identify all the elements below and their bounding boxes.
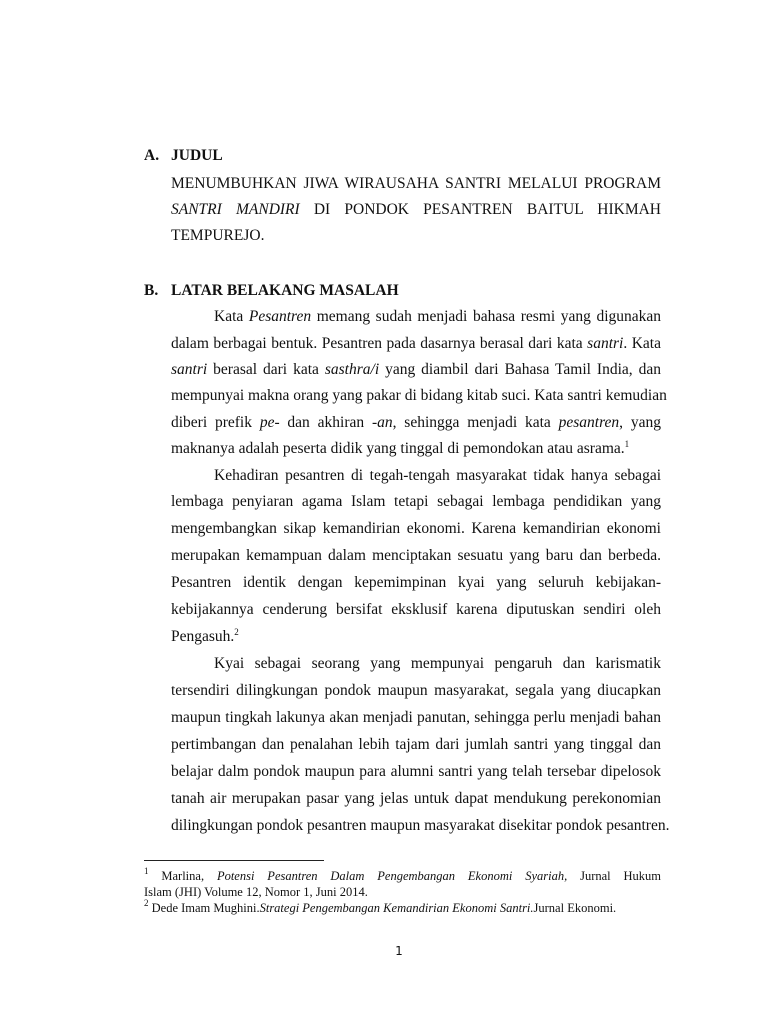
text-span: . Kata xyxy=(623,335,661,352)
p2-line-7 xyxy=(171,627,239,647)
footnote-1-number: 1 xyxy=(144,866,149,876)
footnote-2-number: 2 xyxy=(144,898,149,908)
footnote-2-author: Dede Imam Mughini. xyxy=(151,901,260,915)
p3-line-4: pertimbangan dan penalahan lebih tajam dari jumlah santri yang tinggal dan xyxy=(171,736,661,753)
italic-term: pesantren xyxy=(558,414,620,431)
title-line-1: MENUMBUHKAN JIWA WIRAUSAHA SANTRI MELALUI PROGRAM xyxy=(171,175,661,192)
italic-term: santri xyxy=(587,335,624,352)
italic-term: Pesantren xyxy=(248,308,312,325)
page-number: 1 xyxy=(395,944,403,958)
italic-term: sasthra/i xyxy=(324,361,380,378)
section-b-title: LATAR BELAKANG MASALAH xyxy=(171,282,399,299)
p2-line-2: lembaga penyiaran agama Islam tetapi sebagai lembaga pendidikan yang xyxy=(171,493,661,510)
title-line-2-rest: DI PONDOK PESANTREN BAITUL HIKMAH xyxy=(299,201,661,218)
text-span: Pengasuh. xyxy=(171,628,235,645)
text-span: diberi prefik xyxy=(171,414,260,431)
footnote-1-journal: Jurnal Hukum xyxy=(580,869,662,883)
section-b-marker: B. xyxy=(144,282,159,299)
italic-term: pe- xyxy=(259,414,280,431)
footnote-2-journal: Jurnal Ekonomi. xyxy=(533,901,617,915)
footnote-1-author: Marlina, xyxy=(161,869,205,883)
p2-line-6: kebijakannya cenderung bersifat eksklusif karena diputuskan sendiri oleh xyxy=(171,601,661,618)
text-span: yang diambil dari Bahasa Tamil India, dan xyxy=(379,361,661,378)
p1-line-3 xyxy=(171,360,661,380)
p2-line-3: mengembangkan sikap kemandirian ekonomi. Karena kemandirian ekonomi xyxy=(171,520,661,537)
p2-line-1: Kehadiran pesantren di tegah-tengah masyarakat tidak hanya sebagai xyxy=(214,467,661,484)
text-span: dan akhiran xyxy=(279,414,372,431)
p3-line-1: Kyai sebagai seorang yang mempunyai pengaruh dan karismatik xyxy=(214,655,661,672)
text-span: , sehingga menjadi kata xyxy=(392,414,559,431)
p3-line-6: tanah air merupakan pasar yang jelas untuk dapat mendukung perekonomian xyxy=(171,790,661,807)
footnote-1-line-1 xyxy=(144,868,661,884)
p1-line-4: mempunyai makna orang yang pakar di bidang kitab suci. Kata santri kemudian xyxy=(171,387,667,404)
italic-term: -an xyxy=(371,414,393,431)
p3-line-7: dilingkungan pondok pesantren maupun masyarakat disekitar pondok pesantren. xyxy=(171,817,670,834)
italic-term: santri xyxy=(171,361,208,378)
p1-line-6 xyxy=(171,439,629,459)
title-line-2 xyxy=(171,200,661,220)
text-span: Kata xyxy=(214,308,249,325)
section-a-title: JUDUL xyxy=(171,147,223,164)
title-line-3: TEMPUREJO. xyxy=(171,227,265,244)
footnote-2-title: Strategi Pengembangan Kemandirian Ekonomi Santri. xyxy=(259,901,534,915)
p1-line-5 xyxy=(171,413,661,433)
footnote-ref-1[interactable]: 1 xyxy=(624,439,630,449)
p2-line-4: merupakan kemampuan dalam menciptakan sesuatu yang baru dan berbeda. xyxy=(171,547,661,564)
p1-line-1 xyxy=(214,307,661,327)
text-span: memang sudah menjadi bahasa resmi yang digunakan xyxy=(311,308,662,325)
footnote-1-line-2: Islam (JHI) Volume 12, Nomor 1, Juni 2014. xyxy=(144,885,368,899)
footnote-1-title: Potensi Pesantren Dalam Pengembangan Ekonomi Syariah, xyxy=(216,869,568,883)
text-span: berasal dari kata xyxy=(207,361,325,378)
title-italic-santri-mandiri: SANTRI MANDIRI xyxy=(171,201,300,218)
footnote-separator xyxy=(144,860,324,861)
p3-line-5: belajar dalm pondok maupun para alumni santri yang telah tersebar dipelosok xyxy=(171,763,661,780)
text-span: dalam berbagai bentuk. Pesantren pada dasarnya berasal dari kata xyxy=(171,335,583,352)
footnote-2 xyxy=(144,900,616,916)
section-a-marker: A. xyxy=(144,147,160,164)
text-span: , yang xyxy=(619,414,661,431)
p1-line-2 xyxy=(171,334,661,354)
p3-line-3: maupun tingkah lakunya akan menjadi panutan, sehingga perlu menjadi bahan xyxy=(171,709,661,726)
p3-line-2: tersendiri dilingkungan pondok maupun masyarakat, segala yang diucapkan xyxy=(171,682,661,699)
footnote-ref-2[interactable]: 2 xyxy=(234,627,239,637)
text-span: maknanya adalah peserta didik yang tinggal di pemondokan atau asrama. xyxy=(171,440,625,457)
p2-line-5: Pesantren identik dengan kepemimpinan kyai yang seluruh kebijakan- xyxy=(171,574,661,591)
